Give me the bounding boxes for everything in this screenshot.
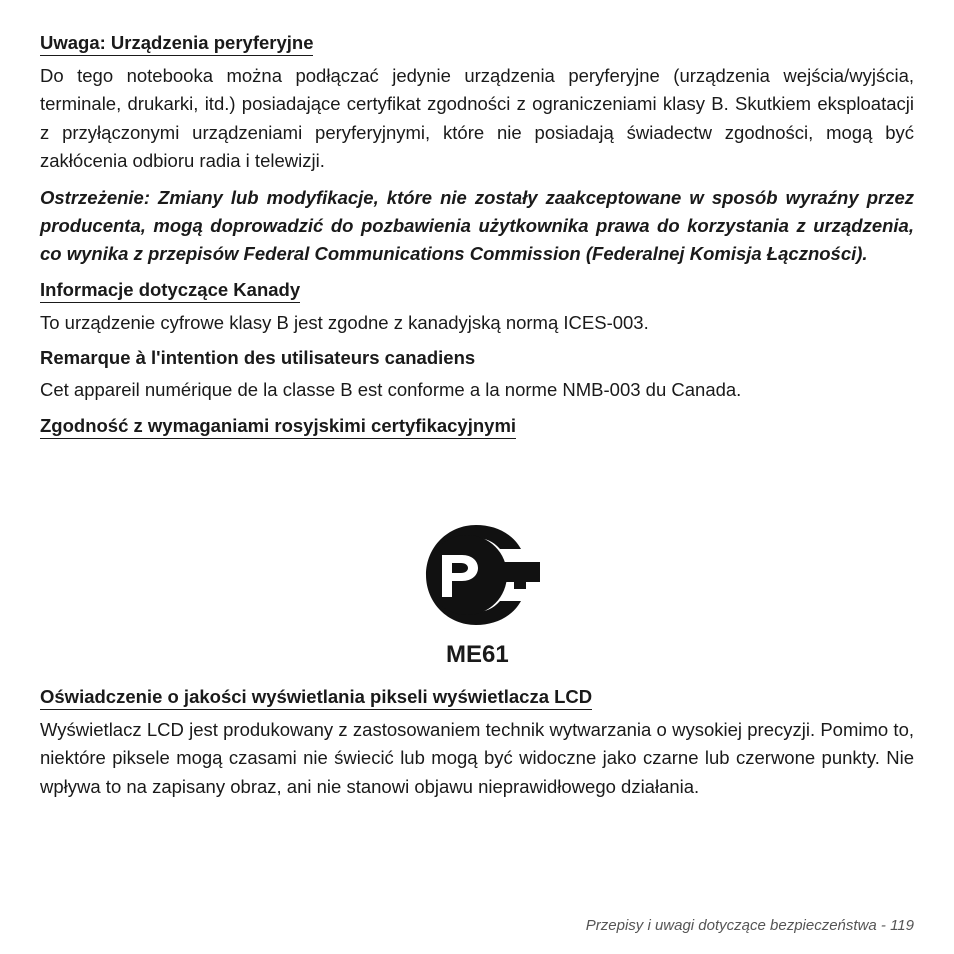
document-page bbox=[40, 32, 914, 439]
warning-paragraph: Ostrzeżenie: Zmiany lub modyfikacje, które nie zostały zaakceptowane w sposób wyraźny przez producenta, mogą doprowadzić do pozbawienia użytkownika prawa do korzystania z urządzenia, co wynika z przepisów Federal Communications Commission (Federalnej Komisja Łączności). bbox=[40, 186, 914, 265]
section-canada bbox=[40, 279, 914, 337]
section-heading-canada: Informacje dotyczące Kanady bbox=[40, 279, 300, 303]
gost-r-certification-mark-icon bbox=[380, 525, 560, 625]
section-peripherals bbox=[40, 32, 914, 269]
section-russia bbox=[40, 415, 914, 439]
section-heading-lcd: Oświadczenie o jakości wyświetlania pikseli wyświetlacza LCD bbox=[40, 686, 592, 710]
section-heading-peripherals: Uwaga: Urządzenia peryferyjne bbox=[40, 32, 313, 56]
section-heading-canada-fr: Remarque à l'intention des utilisateurs canadiens bbox=[40, 347, 476, 369]
paragraph-canada-fr: Cet appareil numérique de la classe B est conforme a la norme NMB-003 du Canada. bbox=[40, 379, 742, 401]
section-heading-russia: Zgodność z wymaganiami rosyjskimi certyfikacyjnymi bbox=[40, 415, 516, 439]
document-page-lower bbox=[40, 686, 914, 801]
paragraph-lcd: Wyświetlacz LCD jest produkowany z zastosowaniem technik wytwarzania o wysokiej precyzji. Pomimo to, niektóre piksele mogą czasami nie świecić lub mogą być widoczne jako czarne lub czerwone punkty. Nie wpływa to na zapisany obraz, ani nie stanowi objawu nieprawidłowego działania. bbox=[40, 719, 914, 797]
page-footer: Przepisy i uwagi dotyczące bezpieczeństwa - 119 bbox=[585, 917, 914, 934]
paragraph-canada: To urządzenie cyfrowe klasy B jest zgodne z kanadyjską normą ICES-003. bbox=[40, 311, 649, 333]
section-lcd bbox=[40, 686, 914, 801]
certification-code: ME61 bbox=[446, 641, 509, 668]
section-canada-fr bbox=[40, 347, 914, 404]
paragraph-peripherals: Do tego notebooka można podłączać jedynie urządzenia peryferyjne (urządzenia wejścia/wyjścia, terminale, drukarki, itd.) posiadające certyfikat zgodności z ograniczeniami klasy B. Skutkiem eksploatacji z przyłączonymi urządzeniami peryferyjnymi, które nie posiadają świadectw zgodności, mogą być zakłócenia odbioru radia i telewizji. bbox=[40, 65, 914, 172]
